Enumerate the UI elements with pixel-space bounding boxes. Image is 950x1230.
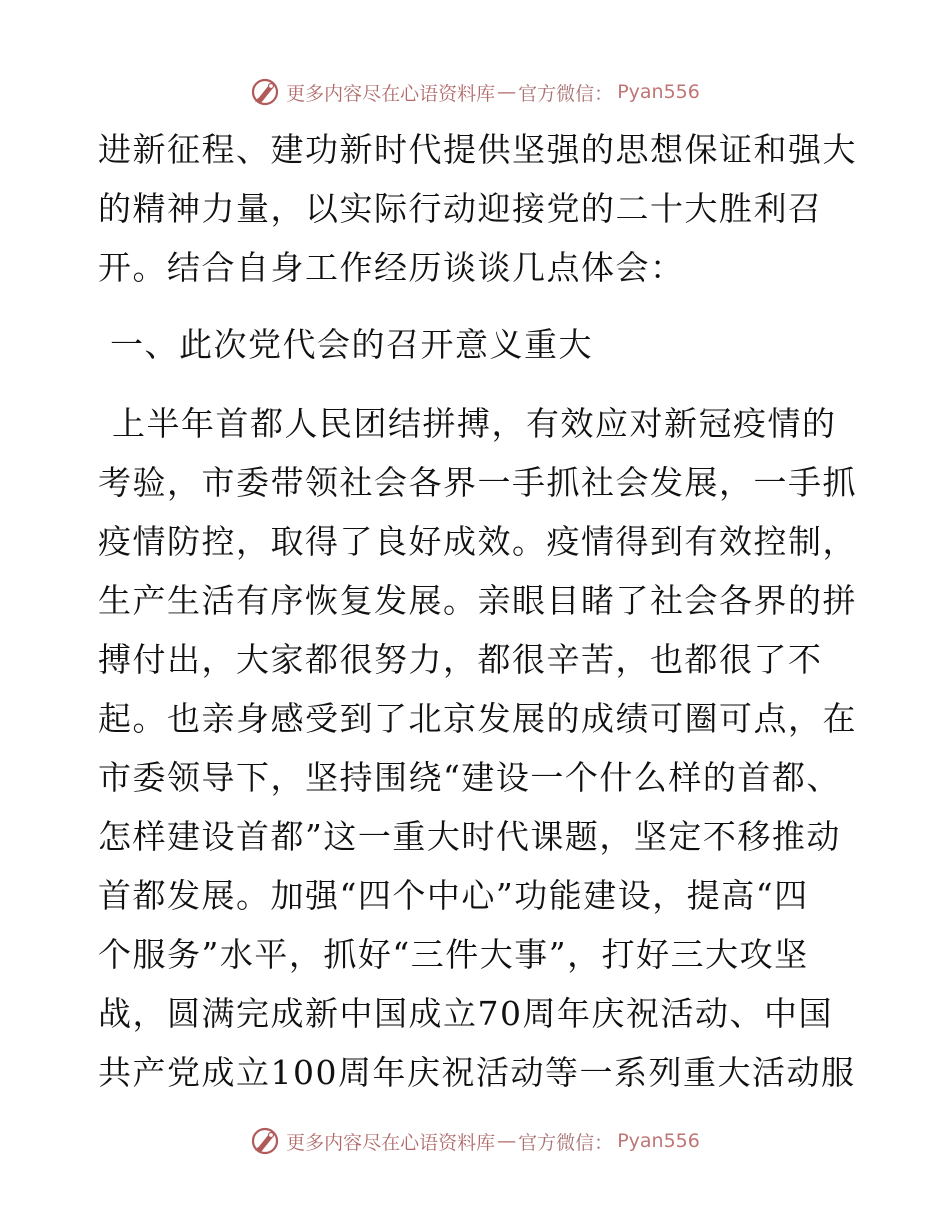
paragraph-line-9: 首都发展。加强“四个中心”功能建设，提高“四 — [98, 876, 809, 915]
watermark-site-text: 更多内容尽在心语资料库 — [286, 1131, 496, 1154]
watermark-wechat-id: Pyan556 — [617, 81, 700, 103]
watermark-site-text: 更多内容尽在心语资料库 — [286, 82, 496, 105]
paragraph-line-12: 共产党成立100周年庆祝活动等一系列重大活动服 — [98, 1053, 856, 1092]
watermark-wechat-label: 官方微信： — [518, 1131, 614, 1154]
header-watermark — [0, 72, 950, 112]
paragraph-line-3: 疫情防控，取得了良好成效。疫情得到有效控制， — [98, 522, 857, 561]
paragraph-line-11: 战，圆满完成新中国成立70周年庆祝活动、中国 — [98, 994, 833, 1033]
intro-line-1: 进新征程、建功新时代提供坚强的思想保证和强大 — [98, 130, 857, 169]
intro-line-2: 的精神力量，以实际行动迎接党的二十大胜利召 — [98, 189, 823, 228]
paragraph-line-1: 上半年首都人民团结拼搏，有效应对新冠疫情的 — [112, 404, 837, 443]
watermark-wechat-id: Pyan556 — [617, 1130, 700, 1152]
paragraph-line-4: 生产生活有序恢复发展。亲眼目睹了社会各界的拼 — [98, 581, 857, 620]
document-body — [98, 120, 868, 1102]
pen-logo-icon — [250, 77, 280, 107]
paragraph-line-7: 市委领导下，坚持围绕“建设一个什么样的首都、 — [98, 758, 841, 797]
watermark-separator: — — [497, 1130, 517, 1152]
footer-watermark — [0, 1121, 950, 1161]
pen-logo-icon — [250, 1126, 280, 1156]
intro-line-3: 开。结合自身工作经历谈谈几点体会： — [98, 248, 685, 287]
paragraph-line-5: 搏付出，大家都很努力，都很辛苦，也都很了不 — [98, 640, 823, 679]
paragraph-line-2: 考验，市委带领社会各界一手抓社会发展，一手抓 — [98, 463, 857, 502]
paragraph-line-10: 个服务”水平，抓好“三件大事”，打好三大攻坚 — [98, 935, 809, 974]
paragraph-line-6: 起。也亲身感受到了北京发展的成绩可圈可点，在 — [98, 699, 857, 738]
watermark-wechat-label: 官方微信： — [518, 82, 614, 105]
paragraph-line-8: 怎样建设首都”这一重大时代课题，坚定不移推动 — [98, 817, 841, 856]
section-heading: 一、此次党代会的召开意义重大 — [110, 325, 593, 364]
watermark-separator: — — [497, 81, 517, 103]
